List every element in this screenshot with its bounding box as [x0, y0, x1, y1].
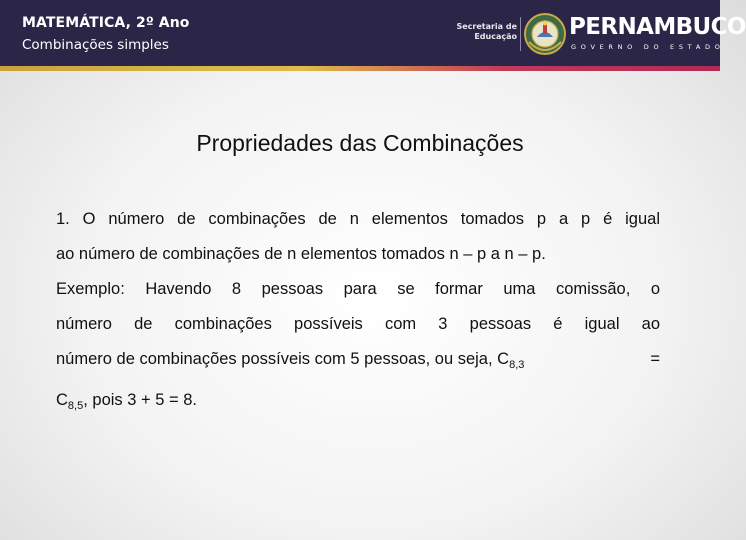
header-band	[0, 0, 746, 66]
subject-title: MATEMÁTICA, 2º Ano	[22, 15, 190, 31]
secretaria-line-1: Secretaria de	[456, 22, 517, 31]
secretaria-line-2: Educação	[474, 32, 517, 41]
property-paragraph	[56, 202, 660, 424]
combination-symbol: C	[56, 391, 68, 409]
paragraph-line-4: número de combinações possíveis com 3 pessoas é igual ao	[56, 315, 660, 333]
paragraph-line-6	[56, 383, 660, 424]
state-crest-icon	[523, 12, 567, 56]
slide-title: Propriedades das Combinações	[196, 130, 524, 156]
header-accent-stripe	[0, 66, 720, 71]
paragraph-line-5	[56, 342, 660, 383]
government-label: GOVERNO DO ESTADO	[571, 43, 725, 51]
combination-subscript: 8,3	[509, 359, 525, 371]
paragraph-line-2: ao número de combinações de n elementos tomados n – p a n – p.	[56, 245, 546, 263]
state-name-logo: PERNAMBUCO	[569, 14, 746, 40]
secretaria-logo-text	[455, 22, 517, 42]
line-6-tail: , pois 3 + 5 = 8.	[83, 391, 197, 409]
paragraph-line-1: 1. O número de combinações de n elementos tomados p a p é igual	[56, 210, 660, 228]
topic-subtitle: Combinações simples	[22, 37, 169, 53]
line-5-text: número de combinações possíveis com 5 pessoas, ou seja, $C_{8,3}$	[56, 350, 525, 371]
logo-divider	[520, 17, 521, 51]
combination-subscript-2: 8,5	[67, 400, 84, 412]
paragraph-line-3: Exemplo: Havendo 8 pessoas para se formar uma comissão, o	[56, 280, 660, 298]
line-5-equals: =	[650, 350, 660, 368]
